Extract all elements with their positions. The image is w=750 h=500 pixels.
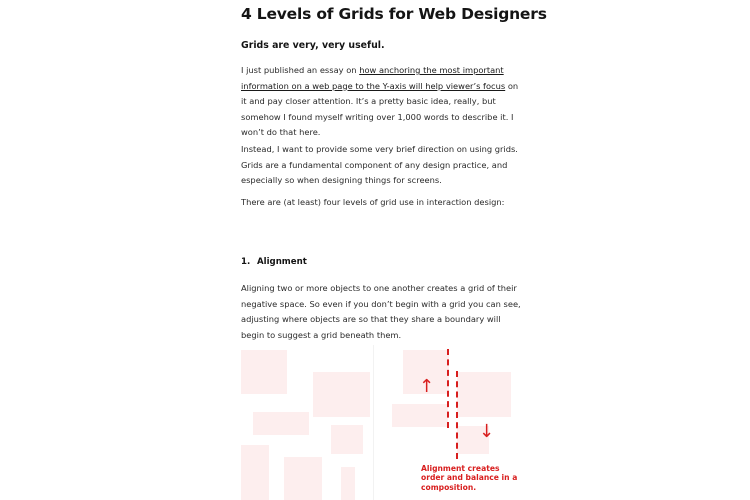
intro-paragraph [241,63,521,141]
article-subhead: Grids are very, very useful. [241,40,385,51]
unaligned-block [313,372,370,417]
arrow-up-icon: ↑ [419,376,435,397]
aligned-block [392,404,448,427]
intro-text-after-link: on it and pay closer attention. It’s a pretty basic idea, really, but somehow I found myself writing over 1,000 words to describe it. I won’t do that here. [241,80,519,138]
figure-caption: Alignment creates order and balance in a composition. [421,464,518,492]
unaligned-block [284,457,322,500]
alignment-guide-line [456,371,458,459]
section-title: Alignment [257,257,307,267]
intro-text-before-link: I just published an essay on [241,65,360,75]
section-heading-alignment [241,257,307,267]
aligned-block [457,372,511,417]
paragraph-grids-intro: Instead, I want to provide some very brief direction on using grids. Grids are a fundamental component of any design practice, and especially so when designing things for screens. [241,144,518,186]
essay-link[interactable]: how anchoring the most important information on a web page to the Y-axis will help viewer’s focus [241,65,506,91]
unaligned-block [241,350,287,394]
alignment-guide-line [447,349,449,428]
alignment-paragraph: Aligning two or more objects to one another creates a grid of their negative space. So even if you don’t begin with a grid you can see, adjusting where objects are so that they share a boundary will begin to suggest a grid beneath them. [241,283,521,340]
paragraph-levels: There are (at least) four levels of grid use in interaction design: [241,197,505,207]
unaligned-block [241,445,269,500]
arrow-down-icon: ↓ [479,421,495,442]
article-title: 4 Levels of Grids for Web Designers [241,5,547,23]
section-number: 1. [241,257,251,267]
unaligned-block [331,425,363,454]
unaligned-block [253,412,309,435]
unaligned-block [341,467,355,500]
alignment-illustration [241,345,516,500]
figure-divider [373,345,374,500]
